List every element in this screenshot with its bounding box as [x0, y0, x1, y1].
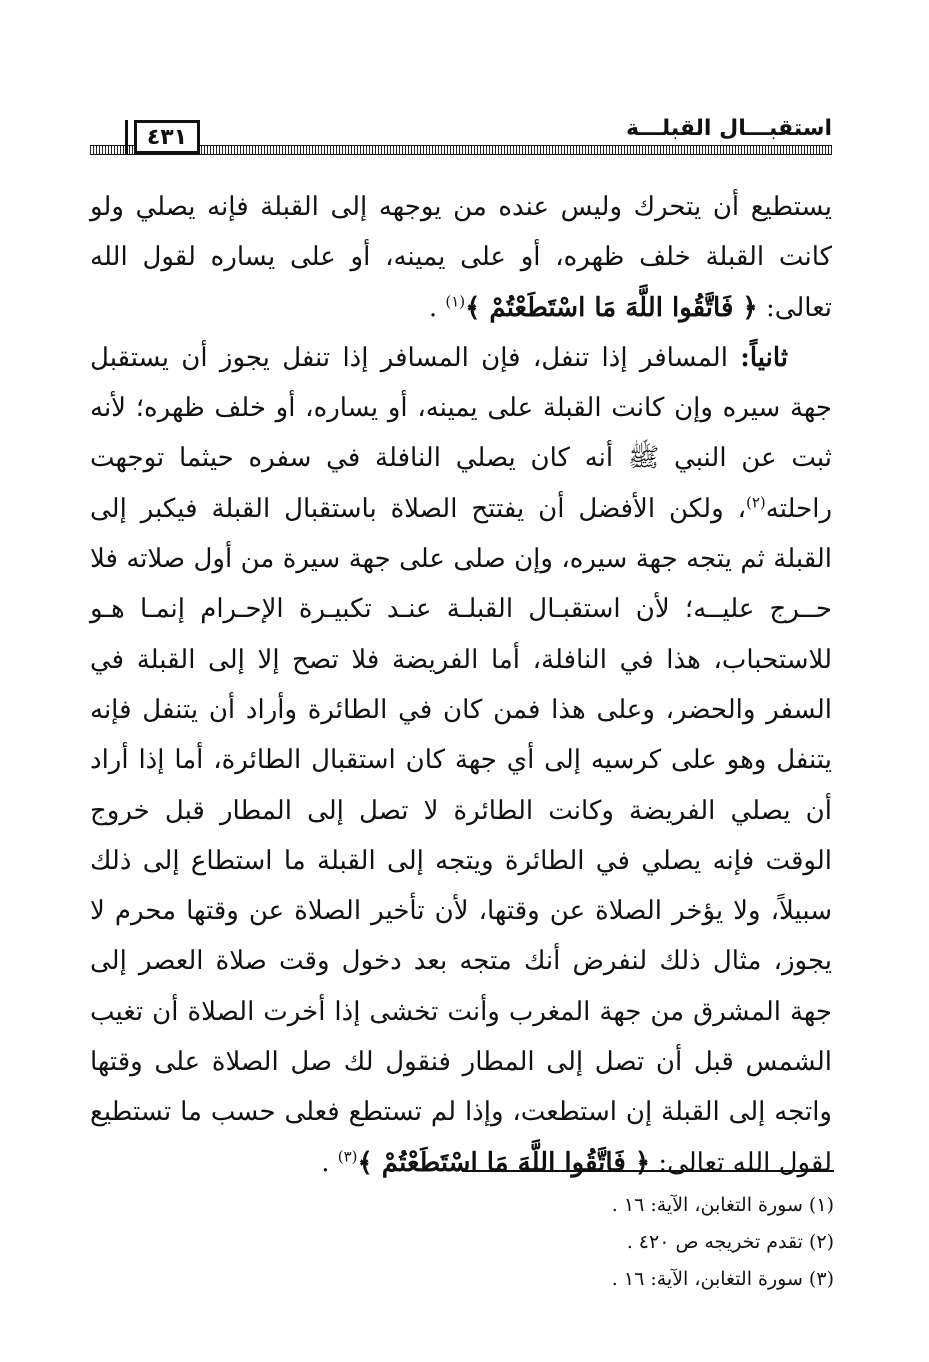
- footnote-3: (٣) سورة التغابن، الآية: ١٦ .: [611, 1268, 834, 1290]
- paragraph-2-text-1: المسافر إذا تنفل، فإن المسافر إذا تنفل يجوز أن يستقبل جهة سيره وإن كانت القبلة على يمينه، أو يساره، أو خلف ظهره؛ لأنه ثبت عن النبي ﷺ أنه كان يصلي النافلة في سفره حيثما توجهت راحلته: [90, 342, 832, 524]
- header-rule: [90, 145, 832, 155]
- period: .: [428, 292, 446, 323]
- footnote-separator: [462, 1170, 834, 1172]
- quran-verse: ﴿ فَاتَّقُوا اللَّهَ مَا اسْتَطَعْتُمْ ﴾: [357, 1147, 651, 1178]
- footnote-ref-1[interactable]: (١): [445, 291, 466, 310]
- paragraph-2-text-2: ، ولكن الأفضل أن يفتتح الصلاة باستقبال القبلة فيكبر إلى القبلة ثم يتجه جهة سيره، وإن صلى على جهة سيرة من أول صلاته فلا حــرج عليــه؛ لأن استقبـال القبلـة عنـد تكبيـرة الإحـرام إنمـا هـو للاستحباب، هذا في النافلة، أما الفريضة فلا تصح إلا إلى القبلة في السفر والحضر، وعلى هذا فمن كان في الطائرة وأراد أن يتنفل فإنه يتنفل وهو على كرسيه إلى أي جهة كان استقبال الطائرة، أما إذا أراد أن يصلي الفريضة وكانت الطائرة لا تصل إلى المطار قبل خروج الوقت فإنه يصلي في الطائرة ويتجه إلى القبلة ما استطاع إلى ذلك سبيلاً، ولا يؤخر الصلاة عن وقتها، لأن تأخير الصلاة عن وقتها محرم لا يجوز، مثال ذلك لنفرض أنك متجه بعد دخول وقت صلاة العصر إلى جهة المشرق من جهة المغرب وأنت تخشى إذا أخرت الصلاة أن تغيب الشمس قبل أن تصل إلى المطار فنقول لك صل الصلاة على وقتها واتجه إلى القبلة إن استطعت، وإذا لم تستطع فعلى حسب ما تستطيع لقول الله تعالى:: [90, 493, 832, 1178]
- paragraph-2: [90, 333, 832, 1188]
- body-text: [90, 182, 832, 1188]
- section-lead: ثانياً:: [740, 342, 788, 373]
- period: .: [321, 1147, 338, 1178]
- footnote-1: (١) سورة التغابن، الآية: ١٦ .: [611, 1194, 834, 1216]
- paragraph-1: [90, 182, 832, 333]
- footnote-ref-2[interactable]: (٢): [745, 493, 766, 512]
- footnote-2: (٢) تقدم تخريجه ص ٤٢٠ .: [626, 1231, 834, 1253]
- paragraph-1-text: يستطيع أن يتحرك وليس عنده من يوجهه إلى القبلة فإنه يصلي ولو كانت القبلة خلف ظهره، أو على يمينه، أو على يساره لقول الله تعالى:: [90, 192, 832, 323]
- page-number: ٤٣١: [134, 120, 200, 154]
- quran-verse: ﴿ فَاتَّقُوا اللَّهَ مَا اسْتَطَعْتُمْ ﴾: [465, 292, 758, 323]
- page-header: [90, 112, 832, 158]
- running-title: استقبـــال القبلـــة: [616, 116, 832, 144]
- footnotes: [430, 1190, 834, 1301]
- footnote-ref-3[interactable]: (٣): [337, 1146, 358, 1165]
